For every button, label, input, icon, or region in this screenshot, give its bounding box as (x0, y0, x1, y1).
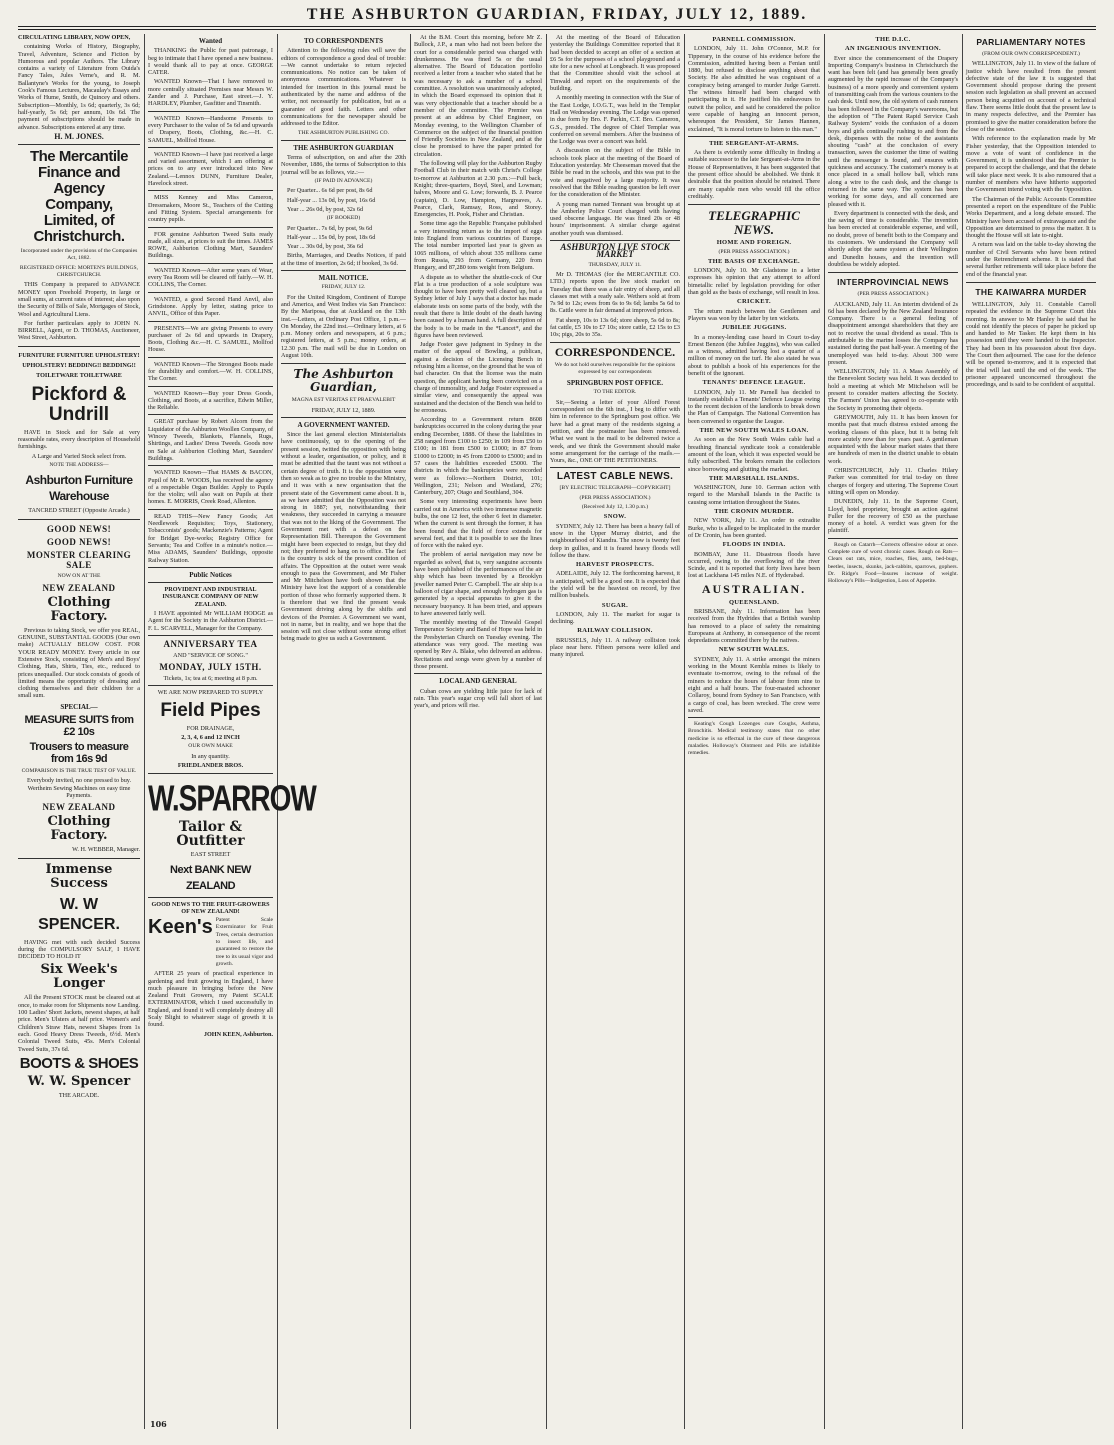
column-rule (962, 34, 963, 1429)
stock-heading: ASHBURTON LIVE STOCK MARKET (560, 242, 670, 260)
drainage: FOR DRAINAGE, (186, 724, 235, 732)
library-text: containing Works of History, Biography, Travel, Adventure, Science and Fiction by Humorous and popular Authors. The Library contains a variety of Literature from Ouida's Fancy Tales, Jules Verne's, and R. M. Ballantyne's Works for the young, to Joseph Cook's Famous Lectures, Macaulay's Essays and Works of Hume, Smith, de Quincey and others. Subscription—Monthly, 1s 6d; quarterly, 3s 6d; half-yearly, 5s 6d; per annum, 10s 6d. The payment of subscriptions should be made in advance. Subscriptions entered at any time. (18, 43, 140, 131)
home-foreign: HOME AND FOREIGN. (716, 239, 792, 247)
note-address: NOTE THE ADDRESS— (49, 461, 109, 468)
harvest-text: ADELAIDE, July 12. The forthcoming harvest, it is anticipated, will be a good one. It is expected that the yield will be the heaviest on record, by five million bushels. (550, 570, 680, 600)
measure-suits: MEASURE SUITS from £2 10s (24, 714, 134, 739)
wanted-item: WANTED Known—Handsome Presents to every Purchaser to the value of 5s 6d and upwards of Drapery, Boots, Clothing, &c.—H. C. SAMUEL, Mollfod House. (148, 114, 273, 144)
webber: W. H. WEBBER, Manager. (72, 846, 140, 854)
special: SPECIAL— (60, 702, 98, 711)
provident-heading: PROVIDENT AND INDUSTRIAL INSURANCE COMPANY OF NEW ZEALAND. (162, 586, 259, 608)
column-7 (828, 34, 958, 1429)
keens-side: Patent Scale Exterminator for Fruit Trees, certain destruction to insect life, and guaranteed to restore the tree to its usual vigor and growth. (215, 917, 273, 967)
nsw-loan-heading: THE NEW SOUTH WALES LOAN. (699, 427, 809, 435)
own-correspondent: (FROM OUR OWN CORRESPONDENT.) (982, 51, 1080, 57)
pickford-heading: Pickford & Undrill (31, 383, 127, 425)
springburn: SPRINGBURN POST OFFICE. (566, 379, 664, 388)
rate-line: Per Quarter... 7s 6d, by post, 9s 6d (287, 224, 373, 232)
rate-line: Per Quarter... 6s 6d per post, 8s 6d (287, 187, 373, 195)
snow-heading: SNOW. (603, 513, 627, 521)
field-pipes: Field Pipes (160, 699, 261, 721)
received: (Received July 12, 1.30 p.m.) (581, 504, 649, 511)
fruit-heading: GOOD NEWS TO THE FRUIT-GROWERS OF NEW ZEALAND! (151, 900, 270, 915)
correspondence-note: We do not hold ourselves responsible for the opinions expressed by our correspondents (554, 361, 676, 375)
column-2 (148, 34, 316, 1429)
terms-text: Terms of subscription, on and after the 20th November, 1886, the terms of Subscription to this journal will be as follows, viz.:— (281, 154, 406, 176)
provident-text: I HAVE appointed Mr WILLIAM HODGE as Agent for the Society in the Ashburton District.—F. L. SCARVELL, Manager for the Company. (148, 610, 273, 632)
cronin-text: NEW YORK, July 11. An order to extradite Burke, who is alleged to be implicated in the murder of Dr Cronin, has been granted. (688, 517, 820, 539)
railway-heading: RAILWAY COLLISION. (577, 627, 653, 635)
dic-text-2: Every department is connected with the desk, and the saving of time is considerable. The invention has been erected at considerable expense, and will, no doubt, prove of benefit both to the Company and its customers. We understand the Company will shortly adopt the same system at their Wellington and Dunedin houses, and the invention will doubtless be widely adopted. (828, 209, 958, 268)
cricket-text: The return match between the Gentlemen and Players was won by the latter by ten wickets. (688, 307, 820, 322)
wanted-item: READ THIS—New Fancy Goods; Art Needlework Requisites; Toys, Stationery, Tobacconists' goods; Mackenzie's Patterns; Agent for Bridget Dye-works; Registry Office for Servants; Tea and Coffee in a minute's notice.—Miss ADAMS, Saunders' Buildings, opposite Railway Station. (148, 512, 273, 564)
marshall-text: WASHINGTON, June 10. German action with regard to the Marshall Islands in the Pacific is causing some irritation throughout the States. (688, 484, 820, 506)
cronin-heading: THE CRONIN MURDER. (714, 508, 794, 516)
mercantile-heading: The Mercantile Finance and Agency Company, Limited, of Christchurch. (29, 148, 129, 246)
six-weeks: Six Week's Longer (40, 962, 118, 992)
inch-sizes: 2, 3, 4, 6 and 12 INCH (181, 734, 240, 742)
wanted-item: WANTED Known—Buy your Dress Goods, Clothing, and Boots, at a sacrifice, Edwin Miller, the Reliable. (148, 389, 273, 412)
mercantile-office: REGISTERED OFFICE: MORTEN'S BUILDINGS, CHRISTCHURCH. (19, 264, 139, 279)
column-rule (546, 34, 547, 1429)
clothing-factory: Clothing Factory. (47, 594, 111, 624)
masthead: THE ASHBURTON GUARDIAN, FRIDAY, JULY 12, 1889. (18, 6, 1096, 27)
correspondence-heading: CORRESPONDENCE. (554, 344, 676, 359)
own-make: OUR OWN MAKE (188, 743, 233, 750)
furniture-list: FURNITURE FURNITURE UPHOLSTERY! UPHOLSTERY! BEDDING!! BEDDING!! TOILETWARE TOILETWARE (18, 351, 140, 379)
parl-text: WELLINGTON, July 11. In view of the failure of justice which have resulted from the present defective state of the law it is suggested that Government should propose during the present session such legislation as shall prevent an accused person being acquitted on account of a technical flaw. There seems little doubt that the present law is in many respects defective, and the Premier has promised to give the matter consideration before the close of the session. (966, 60, 1096, 133)
parliamentary-heading: PARLIAMENTARY NOTES (976, 37, 1086, 47)
press-assoc: (PER PRESS ASSOCIATION.) (718, 248, 790, 255)
keens-heading: Keen's (148, 916, 213, 939)
monster-sale: MONSTER CLEARING SALE (26, 549, 132, 570)
column-3 (281, 34, 406, 1429)
motto: MAGNA EST VERITAS ET PRAEVALEBIT (291, 397, 396, 404)
warehouse-street: TANCRED STREET (Opposite Arcade.) (28, 507, 130, 515)
jubilee-text: In a money-lending case heard in Court to-day Ernest Benzon (the Jubilee Juggins), who was called as a witness, admitted having lost a quarter of a million of money on the turf. He also stated he was about to publish a book of his experiences for the benefit of the ignorant. (688, 333, 820, 377)
dispute-text: A dispute as to whether the shuttle-cock of Our Flat is a true production of a sole sculpture was thought to have been pretty well cleared up, but a Sydney letter of July 1 says that a doctor has made elaborate tests on some parts of the body, with the result that there is little doubt of the death having been caused by a human hand. A full description of the body is to be made in the *Lancet*, and the figures have been reviewed. (414, 273, 542, 339)
nsw-loan-text: As soon as the New South Wales cable had a breathing financial syndicate took a considerable amount of the loan, which it was expected would be fully subscribed. The brokers remain the collectors since borrowing and glutting the market. (688, 436, 820, 473)
new-zealand-2: NEW ZEALAND (42, 802, 116, 813)
auckland-text: AUCKLAND, July 11. An interim dividend of 2s 6d has been declared by the New Zealand Insurance Company. There is a general feeling of disappointment amongst shareholders that they are not to receive the usual dividend as usual. This is attributable to the marine losses the Company has sustained during the past half-year. A meeting of the unemployed was held to-day. About 300 were present. (828, 300, 958, 366)
kaiwarra-text: WELLINGTON, July 11. Constable Carroll repeated the evidence in the Supreme Court this morning. In answer to Mr Hanley he said that he could not identify the pieces of paper he picked up and handed to Mr Tasker. He kept them in his possession until they were handed to the Inspector. They had been in his possession about five days. The Court then adjourned. The case for the defence will be opened to-morrow, and it is expected that the trial will last until the end of the week. The prisoner appeared unconcerned throughout the proceedings, and is said to be confident of acquittal. (966, 300, 1096, 389)
sewing: Everybody invited, no one pressed to buy. Wertheim Sewing Machines on easy time Payments. (26, 777, 132, 799)
guardian-heading: THE ASHBURTON GUARDIAN (293, 143, 394, 152)
wellington-text: WELLINGTON, July 11. A Mass Assembly of the Benevolent Society was held. It was decided to hold a meeting at which Mr Mitchelson will be present to consider matters affecting the Society. The Farmers' Union has agreed to co-operate with the Society in promoting their objects. (828, 368, 958, 412)
column-8 (966, 34, 1096, 1429)
snow-text: SYDNEY, July 12. There has been a heavy fall of snow in the Upper Murray district, and the neighbourhood of Kiandra. The snow is twenty feet deep in gullies, and it is feared heavy floods will follow the thaw. (550, 522, 680, 559)
spencer-text-2: All the Present STOCK must be cleared out at once, to make room for Shipments now Landing. 100 Ladies' Short Jackets, newest shapes, at half price. Men's Ulsters at half price. Women's and Children's Straw Hats, newest Shapes from 1s each. Good Heavy Dress Tweeds, 6½d. Men's Colonial Tweed Suits, 45s. Men's Colonial Tweed Suits, 37s 6d. (18, 994, 140, 1053)
public-notices: Public Notices (189, 570, 232, 579)
if-paid: (IF PAID IN ADVANCE) (314, 178, 373, 185)
wanted-item: WANTED Known—That I have removed to more centrally situated Premises near Messrs W. Zander and J. Purchase, East street.—J. Y. HARDLEY, Plumber, Gasfitter and Tinsmith. (148, 78, 273, 108)
wanted-list (148, 78, 273, 567)
wanted-item: WANTED, a good Second Hand Anvil, also Grindstone. Apply by letter, stating price to ANVIL, Office of this Paper. (148, 295, 273, 318)
parnell-text: LONDON, July 11. John O'Connor, M.P. for Tipperary, in the course of his evidence before the Commission, admitted having been a Fenian until 1880, but refused to disclose anything about that Society. He also admitted he was cognisant of a conspiracy being arranged to murder Judge Garrett. The witness himself had been charged with participating in it. He justified his endeavours to outwit the police, and said he considered the police were capable of hanging an innocent person, whereupon the President, Sir James Hannen, exclaimed, "It is moral torture to listen to this man." (688, 45, 820, 133)
mail-notice: MAIL NOTICE. (318, 274, 369, 283)
jubilee-heading: JUBILEE JUGGINS. (721, 324, 787, 332)
tenants-heading: TENANTS' DEFENCE LEAGUE. (702, 379, 806, 387)
column-rule (144, 34, 145, 1429)
rink-text: A monthly meeting in connection with the Star of the East Lodge, I.O.G.T., was held in the Templar Hall on Wednesday evening. The Lodge was opened in due form by Bro. F. Parkin, C.T. Bro. Cameron, G.S., presided. The degree of Chief Templar was conferred on several members. After the business of the Lodge was over a concert was held. (550, 94, 680, 146)
rate-line: Half-year ... 15s 0d, by post, 18s 6d (287, 233, 376, 241)
harvest-heading: HARVEST PROSPECTS. (575, 561, 654, 569)
wanted-item: FOR genuine Ashburton Tweed Suits ready made, all sizes, at prices to suit the times. JAMES ROWE, Ashburton Clothing Mart, Saunders' Buildings. (148, 230, 273, 260)
tailor-outfitter: Tailor & Outfitter (176, 819, 245, 850)
sugar-text: LONDON, July 11. The market for sugar is declining. (550, 610, 680, 626)
wanted-item: MISS Kenney and Miss Cameron, Dressmakers, Moore St., Teachers of the Cutting and Fitting System. Special arrangements for country pupils. (148, 194, 273, 224)
sergeant-text: As there is evidently some difficulty in finding a suitable successor to the late Sergeant-at-Arms in the House of Representatives, it has been suggested that the present office should be abolished. We think it desirable that the position should be retained. There are many capable men who would fill the office creditably. (688, 149, 820, 200)
column-rule (684, 34, 685, 1429)
judge-text: Judge Foster gave judgment in Sydney in the matter of the appeal of Bowling, a publican, against a decision of the Licensing Bench in refusing him a license, on the ground that he was of bad character. On that the license was the main question, the applicant having been convicted on a charge of immorality, and Judge Foster expressed a similar view, and consequently the appeal was sustained and the decision of the Bench was held to be erroneous. (414, 341, 543, 414)
good-news-2: GOOD NEWS! (46, 536, 112, 547)
floods-text: BOMBAY, June 11. Disastrous floods have occurred, owing to the overflowing of the river Scinde, and it is reported that forty lives have been lost at Lackhana 145 miles N.E. of Hyderabad. (688, 550, 820, 580)
local-general: LOCAL AND GENERAL (439, 677, 517, 686)
stock-date: THURSDAY, JULY 11. (588, 261, 642, 268)
keen-name: JOHN KEEN, Ashburton. (203, 1030, 273, 1038)
comparison: COMPARISON IS THE TRUE TEST OF VALUE. (21, 768, 137, 775)
sprinkler-text: A young man named Tennant was brought up at the Amberley Police Court charged with having used obscene language. He was fined 20s or 48 hours' imprisonment. A similar charge against another youth was dismissed. (550, 200, 680, 237)
anniversary-heading: ANNIVERSARY TEA (163, 638, 258, 649)
page-number: 106 (150, 1419, 167, 1429)
rates2-list (281, 225, 406, 251)
basis-heading: THE BASIS OF EXCHANGE. (708, 257, 800, 265)
wanted-item: WANTED Known—That HAMS & BACON, Pupil of Mr R. WOODS, has received the agency of a respectable Organ Builder. Apply to Pupils for the violin; will also wait on Pupils at their homes. E. MORRIS, Creek Road, Allenton. (148, 469, 273, 506)
arcade: THE ARCADE. (58, 1091, 100, 1099)
monday-date: MONDAY, JULY 15TH. (159, 662, 262, 673)
greymouth-text: GREYMOUTH, July 11. It has been known for months past that much distress existed among the working classes of this place, but it is being felt more acutely now than for years past. A gentleman acquainted with the labour market states that there are hundreds of men in the district unable to obtain work. (828, 413, 958, 465)
spencer-heading: W. W SPENCER. (38, 895, 120, 933)
keens-block (148, 917, 273, 970)
floods-heading: FLOODS IN INDIA. (722, 541, 786, 549)
mail-date: FRIDAY, JULY 12. (321, 284, 366, 291)
board-text: At the meeting of the Board of Education yesterday the Buildings Committee reported that it had been decided to accept an offer of a section at £6 5s for the purposes of a school playground and a site for a new school at Longbeach. It was proposed that the Committee should visit the school at Tinwald and report on the requirements of the building. (550, 34, 680, 93)
nsw-text: SYDNEY, July 11. A strike amongst the miners working in the Mount Kembla mines is likely to eventuate to-morrow, owing to the refusal of the miners to reduce the hours of labour from nine to eight and a half hours. The four-masted schooner Collaroy, bound from Sydney to San Francisco, with a cargo of coal, has been wrecked. The crew were saved. (688, 655, 820, 714)
warehouse-heading: Ashburton Furniture Warehouse (25, 473, 133, 504)
queensland-heading: QUEENSLAND. (728, 598, 780, 606)
adverts-text: Rough on Catarrh—Corrects offensive odour at once. Complete cure of worst chronic cases. Rough on Rats—Clears out rats, mice, roaches, flies, ants, bed-bugs, beetles, insects, skunks, jack-rabbits, sparrows, gophers. Dr. Ridge's Food—Insures increase of weight. Holloway's Pills—Indigestion, Loss of Appetite. (828, 541, 958, 585)
telegraphic-heading: TELEGRAPHIC NEWS. (708, 208, 800, 238)
friedlander: FRIEDLANDER BROS. (177, 761, 244, 769)
qld-text: BRISBANE, July 11. Information has been received from the Hydrides that a British warship has removed to a place of safety the remaining Europeans at Anthony, in consequence of the recent depredations committed there by the natives. (688, 608, 820, 645)
paper-title: The Ashburton Guardian, (293, 367, 394, 395)
boots-shoes: BOOTS & SHOES (19, 1054, 139, 1072)
clothing-factory-2: Clothing Factory. (47, 814, 111, 844)
dic-text: Ever since the commencement of the Drapery Importing Company's business in Christchurch the want has been felt (and has generally been greatly augmented by the rapid increase of the Company's business) of a more speedy and convenient system of transmitting cash from the various counters to the cash desk. Until now, the old system of cash runners has been followed in the Company's warerooms, but the adoption of "The Patent Rapid Service Cash Railway System" voids the confusion of a dozen boys and girls continually rushing to and from the desk, dispenses with the noise of the assistants shouting "cash" at the conclusion of every transaction, saves the customer the time of waiting until the messenger is found, and ensures with quickness and accuracy. The customer's money is at once placed in a small hollow ball, which runs along a wire to the cash desk, and the change is returned in the same way. The system has been working for some days, and all concerned are pleased with it. (828, 54, 958, 208)
parl-text-4: A return was laid on the table to-day showing the number of Civil Servants who have been retired under the Retrenchment scheme. It is stated that several further retirements will take place before the end of the financial year. (966, 241, 1096, 278)
cable-heading: LATEST CABLE NEWS. (556, 471, 674, 483)
intro-text: At the B.M. Court this morning, before Mr Z. Bullock, J.P., a man who had not been before the court for a considerable period was charged with drunkenness. He was fined 5s or the usual alternative. The Board of Education portfolio received a letter from a teacher who stated that he was necessary to ask a number of a school committee. A resolution was unanimously adopted, in which the Board expressed its opinion that it was very objectionable that a teacher should be a member of the committee. The Premier was present at an address by Chief Engineer, on Monday evening, to the Wellington Chamber of Commerce on the subject of the financial position of Friendly Societies in New Zealand, and at the close he promised to have the paper printed for circulation. (414, 34, 542, 158)
measure-trousers: Trousers to measure from 16s 9d (29, 741, 129, 766)
sergeant-heading: THE SERGEANT-AT-ARMS. (709, 139, 799, 147)
wanted-item: WANTED Known—The Strongest Boots made for durability and comfort.—W. H. COLLINS, The Corner. (148, 360, 273, 383)
parl-text-3: The Chairman of the Public Accounts Committee presented a report on the expenditure of the Public Works Department, and a long debate ensued. The Ministry have been accused of extravagance and the Opposition are determined to press the matter. It is thought the House will sit late to-night. (966, 195, 1096, 240)
wanted-item: PRESENTS—We are giving Presents to every purchaser of 2s 6d and upwards in Drapery, Boots, Clothing &c.—H. C. SAMUEL, Mollfod House. (148, 324, 273, 354)
now-on: NOW ON AT THE (57, 572, 101, 579)
parnell-heading: PARNELL COMMISSION. (712, 36, 796, 43)
mercantile-agent: For further particulars apply to JOHN N. BIRRELL, Agent, or D. THOMAS, Auctioneer, West Street, Ashburton. (18, 319, 140, 342)
column-4 (414, 34, 542, 1429)
column-rule (824, 34, 825, 1429)
publishing-co: THE ASHBURTON PUBLISHING CO. (298, 129, 389, 136)
wanted-item: WANTED Known—After some years of Wear, every Tea Room will be cleared off fairly.—W. H. COLLINS, The Corner. (148, 266, 273, 289)
quantity: In any quantity. (191, 752, 230, 760)
good-news-1: GOOD NEWS! (46, 523, 112, 534)
column-6 (688, 34, 820, 1429)
christchurch-text: CHRISTCHURCH, July 11. Charles Hilary Parker was committed for trial to-day on three charges of forgery and uttering. The Supreme Court sitting will open on Monday. (828, 467, 958, 496)
library-name: H. M. JONES. (54, 131, 104, 141)
dic-heading: THE D.I.C. (875, 36, 911, 43)
new-zealand: NEW ZEALAND (42, 582, 116, 593)
aid-text: Some time ago the Republic Française published a very interesting return as to the import of eggs into England from various countries of Europe. The total number imported last year is given as 1065 millions, of which about 335 millions came from Russia, 293 from Germany, 220 from Hungary, and 87,280 tons weight from Belgium. (414, 220, 542, 272)
local-text: Cuban cows are yielding little juice for lack of rain. This year's sugar crop will fall short of last year's, and prices will rise. (414, 687, 542, 710)
mercantile-text: THIS Company is prepared to ADVANCE MONEY upon Freehold Property, in large or small sums, at current rates of interest; also upon the Security of Bills of Sale, Mortgages of Stock, Wool and Agricultural Liens. (18, 281, 141, 318)
rates-list (281, 187, 406, 213)
railway-text: BRUSSELS, July 11. A railway collision took place near here. Fifteen persons were killed and many injured. (550, 636, 680, 659)
basis-text: LONDON, July 10. Mr Gladstone in a letter expresses his opinion that any attempt to afford bimetallic relief by legislation providing for other than gold as the basis of exchange, will result in loss. (688, 267, 820, 297)
wanted-text: THANKING the Public for past patronage, I beg to intimate that I have opened a new business. I would thank all to pay at once. GEORGE CATER. (148, 47, 273, 77)
nsw-heading: NEW SOUTH WALES. (718, 646, 790, 654)
rate-line: Year ... 26s 0d, by post, 32s 6d (287, 205, 364, 213)
rate-line: Half-year ... 13s 0d, by post, 16s 6d (287, 196, 376, 204)
gov-heading: A GOVERNMENT WANTED. (297, 420, 390, 429)
estimates-text: According to a Government return 8608 bankruptcies occurred in the colony during the year ending December, 1888. Of these the liabilities in 258 ranged from £100 to £250; in 109 from £50 to £100; in 181 from £500 to £1000; in 87 from £1000 to £2000; in 45 from £2000 to £5000; and in 57 cases the liabilities exceeded £5000. The districts in which the bankruptcies were recorded were as follows:—Northern District, 101; Wellington, 231; Nelson and Westland, 276; Canterbury, 207; Otago and Southland, 304. (414, 416, 542, 497)
press-assoc: (PER PRESS ASSOCIATION.) (857, 291, 929, 298)
aerial-text: The problem of aerial navigation may now be regarded as solved, that is, very sanguine accounts have been published of the performances of the air ship which has been invented by a Brooklyn jeweller named Peter C. Campbell. The air ship is a balloon of cigar shape, and enough hydrogen gas is generated by a special apparatus to give it the necessary buoyancy. It has been tried, and appears to have answered fairly well. (414, 551, 542, 617)
tenants-text: LONDON, July 11. Mr Parnell has decided to instantly establish a Tenants' Defence League owing to the recent decision of the landlords to break down the Plan of Campaign. The National Convention has been convened to organise the League. (688, 388, 820, 425)
rate-line: Year ... 30s 0d, by post, 36s 6d (287, 243, 364, 251)
anniversary-sub: AND "SERVICE OF SONG." (173, 651, 248, 659)
ingenious-heading: AN INGENIOUS INVENTION. (845, 45, 941, 53)
correspondents-text: Attention to the following rules will save the editors of correspondence a good deal of trouble:—We cannot undertake to return rejected communications. No notice can be taken of anonymous communications. Whatever is intended for insertion in this journal must be authenticated by the name and address of the writer, not necessarily for publication, but as a guarantee of good faith. Letters and other communications for the newspaper should be addressed to the Editor. (281, 47, 406, 128)
east-street: EAST STREET (190, 851, 231, 859)
ads-text: Keating's Cough Lozenges cure Coughs, Asthma, Bronchitis. Medical testimony states that no other medicine is so effectual in the cure of these dangerous maladies. Holloway's Ointment and Pills are infallible remedies. (688, 721, 820, 757)
pickford-text: HAVE in Stock and for Sale at very reasonable rates, every description of Household furnishings. (18, 428, 140, 451)
kaiwarra-heading: THE KAIWARRA MURDER (975, 286, 1087, 297)
wanted-item: GREAT purchase by Robert Alcorn from the Liquidator of the Ashburton Woollen Company, of Wincey Tweeds, Blankets, Flannels, Rugs, Shirtings, and Ladies' Dress Tweeds. Goods now on Sale at Ashburton Clothing Mart, Saunders' Buildings. (148, 418, 273, 462)
births-notice: Births, Marriages, and Deaths Notices, if paid at the time of insertion, 2s 6d; if booked, 3s 6d. (281, 252, 406, 267)
if-booked: (IF BOOKED) (326, 215, 361, 222)
sugar-heading: SUGAR. (601, 601, 629, 609)
press-assoc: (PER PRESS ASSOCIATION.) (579, 494, 651, 501)
spencer-footer: W. W. Spencer (27, 1073, 131, 1089)
football-text: The following will play for the Ashburton Rugby Football Club in their match with Christ's College to-morrow at Ashburton at 2.30 p.m.:—Full back, Knight; three-quarters, Boyd, Steel, and Lowman; halves, Moore and G. Low; forwards, B. J. Pearce (captain), D. Low, Hampton, Hargreaves, A. Pearce, Clark, Ramsay, Ross, and Storey. Emergencies, H. Pook, Fisher and Christian. (414, 160, 542, 219)
paper-date: FRIDAY, JULY 12, 1889. (311, 406, 376, 414)
column-1 (18, 34, 140, 1429)
tickets: Tickets, 1s; tea at 6; meeting at 8 p.m. (163, 675, 258, 683)
column-5 (550, 34, 680, 1429)
arbitration-text: The monthly meeting of the Tinwald Gospel Temperance Society and Band of Hope was held in the Presbyterian Church on Tuesday evening. The attendance was very good. The meeting was opened by Rev A. Blake, who delivered an address. Recitations and songs were given by a number of those present. (414, 619, 542, 670)
interprovincial-heading: INTERPROVINCIAL NEWS (837, 277, 949, 288)
library-heading: CIRCULATING LIBRARY, NOW OPEN, (18, 34, 131, 41)
mercantile-sub: Incorporated under the provisions of the Companies Act, 1882. (20, 248, 138, 262)
masthead-rule (18, 29, 1096, 30)
marshall-heading: THE MARSHALL ISLANDS. (708, 474, 800, 482)
letter-text: Sir,—Seeing a letter of your Alford Forest correspondent on the 6th inst., I beg to differ with him in reference to the Springburn post office. We have had a great many of the residents signing a petition, and the postmaster has been removed. What we want is the mail to be delivered twice a week, and we think the Government should make some arrangement for the carriage of the mails.—Yours, &c., ONE OF THE PETITIONERS. (550, 398, 680, 465)
clothing-text: Previous to taking Stock, we offer you REAL, GENUINE, SUBSTANTIAL GOODS (Our own make) ACTUALLY BELOW COST. FOR YOUR READY MONEY. Every article in our Extensive Stock, consisting of Men's and Boys' Clothing, Hats, Shirts, Ties, etc., reduced to prices unequalled. Our stock consists of goods of limited means the opportunity of dressing and clothing themselves and their children for a small sum. (18, 626, 140, 700)
cricket-heading: CRICKET. (737, 298, 771, 306)
immense-success: Immense Success (45, 861, 113, 891)
to-correspondents: TO CORRESPONDENTS (303, 37, 384, 45)
cable-sub: [BY ELECTRIC TELEGRAPH—COPYRIGHT] (559, 485, 671, 492)
stock-text: Mr D. THOMAS (for the MERCANTILE CO. LTD.) reports upon the live stock market on Tuesday that there was a fair entry of sheep, and all classes met with a ready sale. Wethers sold at from 7s 9d to 12s; ewes from 6s to 9s 6d; lambs 5s 6d to 8s. Cattle were in fair demand at improved prices. (550, 270, 680, 315)
supply: WE ARE NOW PREPARED TO SUPPLY (157, 689, 264, 697)
sparrow-heading: W.SPARROW (148, 778, 316, 819)
prices-text: Fat sheep, 10s to 13s 6d; store sheep, 5s 6d to 8s; fat cattle, £5 10s to £7 10s; store cattle, £2 15s to £3 10s; pigs, 20s to 35s. (550, 316, 680, 339)
dunedin-text: DUNEDIN, July 11. In the Supreme Court, Lloyd, hotel proprietor, brought an action against Fuller for the recovery of £50 as the purchase money of a hotel. A verdict was given for the plaintiff. (828, 498, 958, 535)
gov-text: Since the last general election Ministerialists have continuously, up to the opening of the present session, twitted the opposition with being without a leader, organisation, or policy, and it must be admitted that the taunt was not without a certain degree of truth. It is the opposition were then so weak as to give no trouble to the Ministry, and it was with a new organisation that the present state of the Government came about. It is, as we have admitted that the Opposition was not strong in 1887; yet, notwithstanding their weakness, they succeeded in carrying a measure that was not to the liking of the Government. The Government met with a defeat on the Representation Bill. Thereupon the Government might have been expected to resign, but they did not; they preferred to hang on to office. The fact is the country is sick of the present condition of affairs. The Opposition at the outset were weak enough to pass the Government, and Mr Fisher and Mr Mitchelson have both shown that the Ministry have lost the support of a considerable portion of those who formerly supported them. It is therefore that we find the present weak Government driving along by the shifts and devices of the Premier. A Government we want, not in name, but in reality, and we hope that the session will not close without some strong effort being made to give us such a Government. (281, 431, 406, 643)
mail-text: For the United Kingdom, Continent of Europe and America, and West Indies via San Francisco: By the Mariposa, due at Auckland on the 13th inst.—Letters, at Ordinary Post Office, 1 p.m.—On Monday, the 22nd inst.—Ordinary letters, at 6 p.m. Money orders and newspapers, at 6 p.m.; registered letters, at 5 p.m.; money orders, at 12.30 p.m. The mail will be due in London on August 10th. (281, 293, 406, 359)
column-rule (410, 34, 411, 1429)
to-editor: TO THE EDITOR. (593, 389, 637, 396)
spencer-text: HAVING met with such decided Success during the COMPULSORY SALF, I HAVE DECIDED TO HOLD IT (18, 938, 140, 961)
after-text: AFTER 25 years of practical experience in gardening and fruit growing in England, I have much pleasure in bringing before the New Zealand Fruit Growers, my Patent SCALE EXTERMINATOR, which I used successfully in England, and found it will completely destroy all Scaly Blight to whatever stage of growth it is found. (148, 970, 273, 1029)
pickford-sub: A Large and Varied Stock select from. (31, 452, 127, 460)
wanted-item: WANTED Known—I have just received a large and varied assortment, which I am offering at prices on to any ever introduced into New Zealand.—Lennox DUNN, Furniture Dealer, Havelock street. (148, 150, 273, 188)
australian-heading: AUSTRALIAN. (701, 581, 807, 596)
subject-text: A discussion on the subject of the Bible in schools took place at the meeting of the Board of Education yesterday. Mr Cheeseman moved that the Bible be read in the schools, and this was put to the vote and negatived by a large majority. It was resolved that the Bible reading question be left over for the consideration of the Minister. (550, 147, 680, 199)
next-bank: Next BANK NEW ZEALAND (170, 863, 251, 892)
wanted-heading: Wanted (198, 37, 223, 45)
column-rule (277, 34, 278, 1429)
curiosity-text: Some very interesting experiments have been carried out in America with two immense magnetic bulbs, the one 12 feet, the other 6 feet in diameter. When the current is sent through the former, it has been found that the field of force extends for several feet, and that it is possible to see the lines of force with the naked eye. (414, 498, 542, 550)
parl-text-2: With reference to the explanation made by Mr Fisher yesterday, that the Opposition intended to move a vote of want of confidence in the Government, it is understood that the Premier is prepared to accept the challenge, and that the debate will take place next week. It is also rumoured that a number of members who have hitherto supported the Government intend voting with the Opposition. (966, 135, 1096, 194)
